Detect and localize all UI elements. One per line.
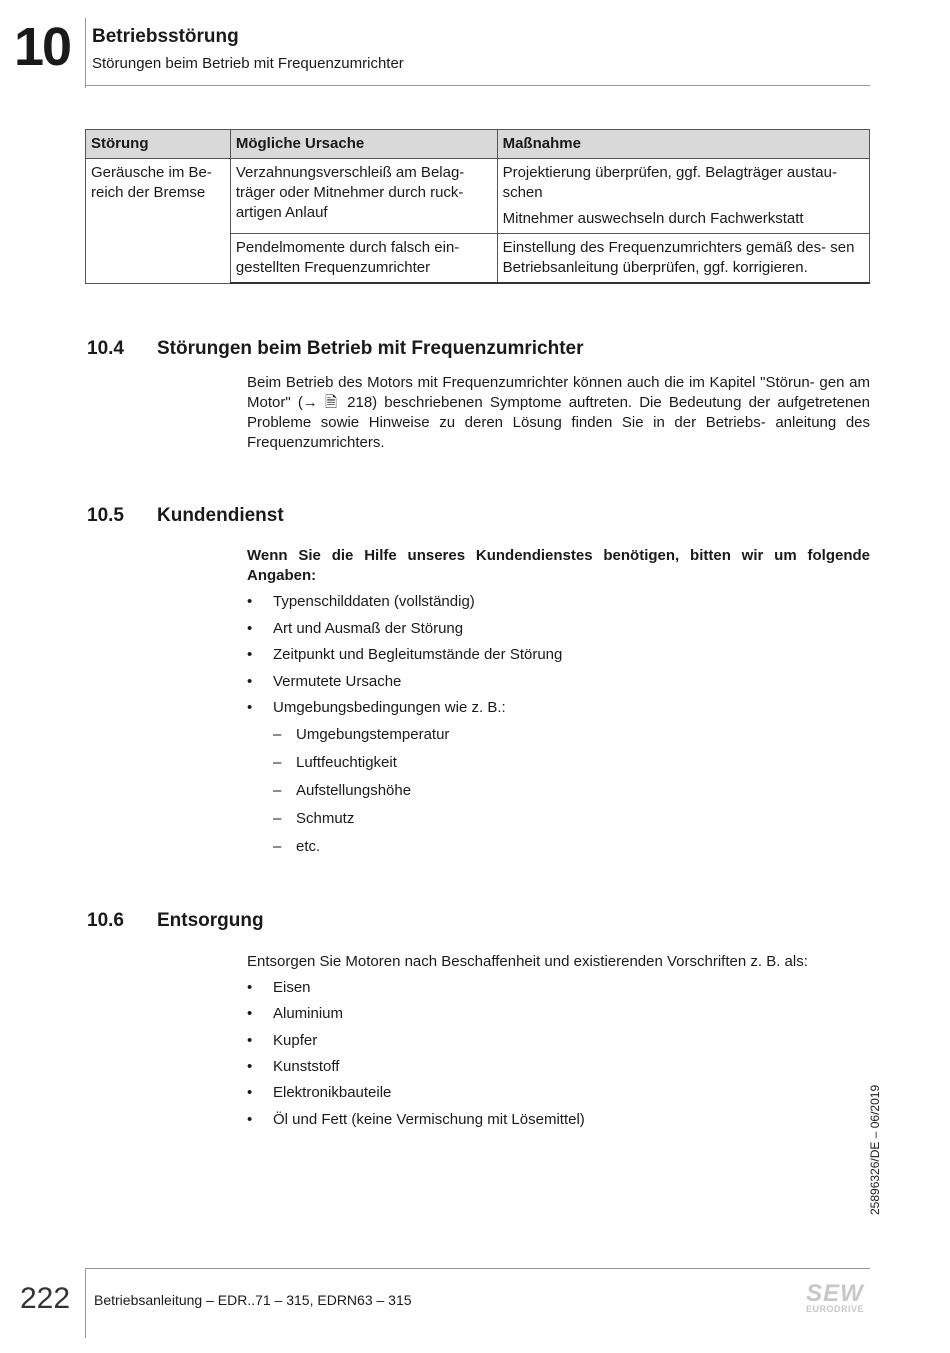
list-item [247, 1005, 343, 1022]
sub-list-item-text: Aufstellungshöhe [296, 782, 412, 799]
fault-cell: Geräusche im Be- reich der Bremse [86, 159, 231, 284]
bullet-mark: • [247, 699, 253, 716]
cause-cell: Pendelmomente durch falsch ein- gestellten Frequenzumrichter [230, 234, 497, 284]
list-item-text: Elektronikbauteile [273, 1084, 392, 1101]
bullet-mark: • [247, 1005, 253, 1022]
list-item [247, 1084, 391, 1101]
footer-rule [85, 1268, 870, 1269]
bullet-mark: • [247, 620, 253, 637]
list-item-text: Kupfer [273, 1032, 318, 1049]
section-heading: Kundendienst [157, 505, 284, 526]
page-title: Betriebsstörung [92, 26, 239, 47]
measure-text: Mitnehmer auswechseln durch Fachwerkstatt [502, 210, 804, 227]
list-item-text: Eisen [273, 979, 311, 996]
sub-list-item-text: Luftfeuchtigkeit [296, 754, 397, 771]
list-item [247, 673, 401, 690]
bullet-mark: • [247, 673, 253, 690]
list-item-text: Typenschilddaten (vollständig) [273, 593, 475, 610]
column-header-cause: Mögliche Ursache [230, 130, 497, 159]
list-item-text: Öl und Fett (keine Vermischung mit Lösemittel) [273, 1111, 585, 1128]
sew-eurodrive-logo [800, 1282, 870, 1316]
section-number: 10.4 [87, 338, 124, 359]
list-item-text: Vermutete Ursache [273, 673, 402, 690]
list-item [247, 646, 562, 663]
bullet-mark: • [247, 593, 253, 610]
chapter-number: 10 [14, 17, 71, 77]
list-item [247, 979, 311, 996]
list-item-text: Umgebungsbedingungen wie z. B.: [273, 699, 506, 716]
dash-mark: – [273, 782, 282, 799]
measure-text: Projektierung überprüfen, ggf. Belagträger austau- schen [502, 164, 837, 201]
header-divider [85, 18, 86, 88]
logo-wordmark: SEW [806, 1280, 864, 1307]
section-heading: Störungen beim Betrieb mit Frequenzumrichter [157, 338, 584, 359]
sub-list-item-text: Schmutz [296, 810, 355, 827]
list-item [247, 620, 463, 637]
list-item-text: Zeitpunkt und Begleitumstände der Störung [273, 646, 563, 663]
list-item-text: Kunststoff [273, 1058, 340, 1075]
bullet-mark: • [247, 1111, 253, 1128]
page-subtitle: Störungen beim Betrieb mit Frequenzumrichter [92, 55, 404, 72]
table-row [86, 159, 870, 234]
measure-cell [497, 234, 869, 284]
sub-list-item-text: Umgebungstemperatur [296, 726, 450, 743]
bullet-mark: • [247, 979, 253, 996]
bullet-mark: • [247, 1058, 253, 1075]
footer-divider [85, 1268, 86, 1338]
dash-mark: – [273, 754, 282, 771]
measure-text: Einstellung des Frequenzumrichters gemäß des- sen Betriebsanleitung überprüfen, ggf. korrigieren. [502, 239, 855, 276]
list-item [247, 1058, 339, 1075]
sub-list-item-text: etc. [296, 838, 321, 855]
bullet-mark: • [247, 1084, 253, 1101]
bullet-mark: • [247, 646, 253, 663]
dash-mark: – [273, 810, 282, 827]
manual-title: Betriebsanleitung – EDR..71 – 315, EDRN63 – 315 [94, 1292, 412, 1308]
sub-list-item [273, 754, 397, 771]
section-heading: Entsorgung [157, 910, 264, 931]
sub-list-item [273, 782, 411, 799]
logo-subtext: EURODRIVE [805, 1304, 864, 1314]
sub-list-item [273, 810, 354, 827]
header-rule [85, 85, 870, 86]
column-header-measure: Maßnahme [497, 130, 869, 159]
dash-mark: – [273, 726, 282, 743]
dash-mark: – [273, 838, 282, 855]
column-header-fault: Störung [86, 130, 231, 159]
list-item-text: Art und Ausmaß der Störung [273, 620, 464, 637]
cause-cell: Verzahnungsverschleiß am Belag- träger oder Mitnehmer durch ruck- artigen Anlauf [230, 159, 497, 234]
page-number: 222 [20, 1282, 71, 1315]
section-paragraph: Beim Betrieb des Motors mit Frequenzumrichter können auch die im Kapitel "Störun- gen am Motor" (→ 🗎 218) beschriebenen Symptome auftreten. Die Bedeutung der aufgetretenen Probleme sowie Hinweise zu deren Lösung finden Sie in der Betriebs- anleitung des Frequenzumrichters. [247, 374, 870, 451]
document-id: 25896326/DE – 06/2019 [868, 1084, 882, 1215]
table-header-row [86, 130, 870, 159]
list-item [247, 699, 506, 716]
measure-cell [497, 159, 869, 234]
list-item [247, 1111, 585, 1128]
section-number: 10.5 [87, 505, 124, 526]
section-lead-text: Wenn Sie die Hilfe unseres Kundendienstes benötigen, bitten wir um folgende Angaben: [247, 547, 870, 584]
sub-list-item [273, 838, 320, 855]
section-number: 10.6 [87, 910, 124, 931]
fault-table [85, 129, 870, 284]
list-item [247, 1032, 317, 1049]
bullet-mark: • [247, 1032, 253, 1049]
section-paragraph: Entsorgen Sie Motoren nach Beschaffenheit und existierenden Vorschriften z. B. als: [247, 953, 808, 970]
sub-list-item [273, 726, 449, 743]
list-item [247, 593, 475, 610]
list-item-text: Aluminium [273, 1005, 344, 1022]
